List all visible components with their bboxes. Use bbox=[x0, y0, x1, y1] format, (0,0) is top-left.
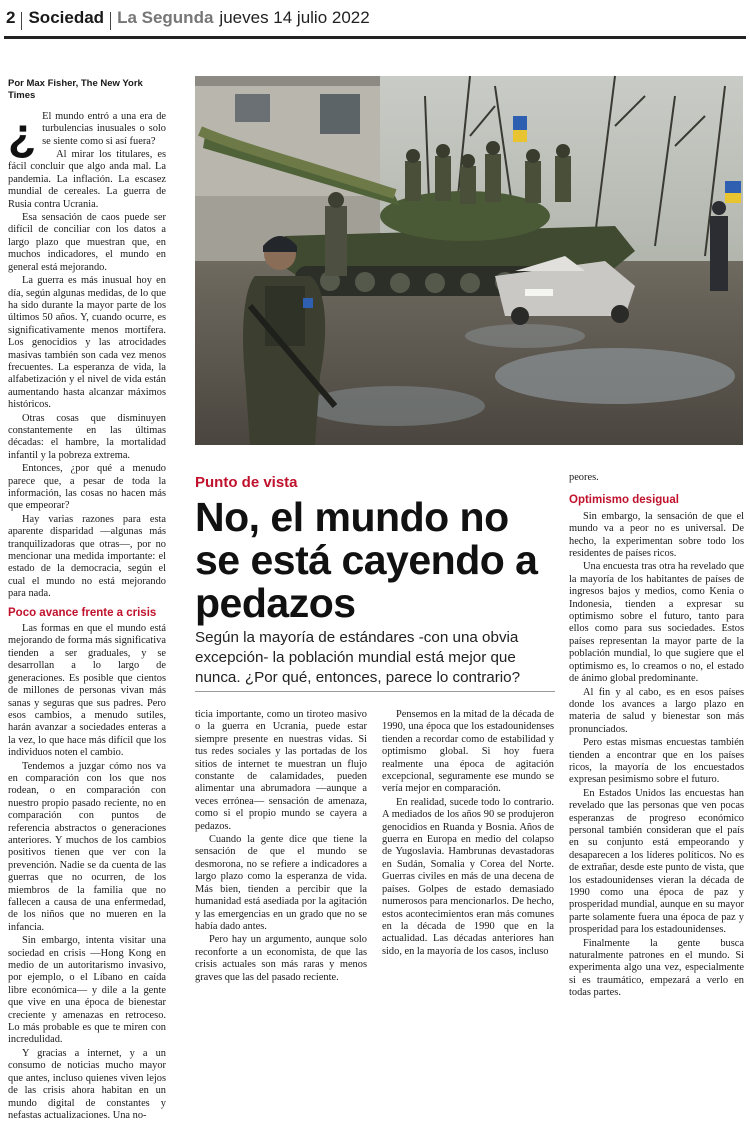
header-divider bbox=[21, 12, 22, 30]
paragraph: Finalmente la gente busca naturalmente patrones en el mundo. Si experimenta algo una vez, especialmente si es traumático, empezará a verlo en todas partes. bbox=[569, 937, 744, 999]
byline: Por Max Fisher, The New York Times bbox=[8, 78, 143, 102]
paragraph: Esa sensación de caos puede ser difícil de conciliar con los datos a largo plazo que muestran que, en muchos indicadores, el mundo en general está mejorando. bbox=[8, 212, 166, 273]
header-rule bbox=[4, 36, 746, 39]
kicker: Punto de vista bbox=[195, 474, 298, 491]
paragraph: Pero estas mismas encuestas también tienden a encontrar que en los países ricos, la mayoría de los encuestados expresan pesimismo sobre el futuro. bbox=[569, 737, 744, 786]
paragraph: En realidad, sucede todo lo contrario. A mediados de los años 90 se produjeron genocidios en Ruanda y Bosnia. Años de guerra en Europa en medio del colapso de Yugoslavia. Hambrunas devastadoras en Sudán, Somalia y Corea del Norte. Guerras civiles en más de una decena de países. Golpes de estado demasiado numerosos para mencionarlos. De hecho, estos acontecimientos eran más comunes en la década de 1990 que en la actualidad. Las décadas anteriores han sido, en la mayoría de los casos, incluso bbox=[382, 796, 554, 957]
paragraph: Una encuesta tras otra ha revelado que la mayoría de los habitantes de países de ingresos bajos y medios, como Kenia o Indonesia, tienden a expresar su optimismo sobre el futuro, tanto para ellos como para sus sociedades. Estos países representan la mayor parte de la población mundial, lo que sugiere que el optimismo es, lo creamos o no, el estado de ánimo global predominante. bbox=[569, 561, 744, 685]
paragraph: Sin embargo, intenta visitar una sociedad en crisis —Hong Kong en medio de un autoritarismo invasivo, por ejemplo, o el Líbano en caída libre económica— y dile a la gente que vive en una época de bienestar creciente y amenazas en retroceso. Lo más probable es que te miren con incredulidad. bbox=[8, 935, 166, 1046]
paragraph: Entonces, ¿por qué a menudo parece que, a pesar de toda la información, las cosas no hacen más que empeorar? bbox=[8, 463, 166, 512]
subheading-optimismo: Optimismo desigual bbox=[569, 494, 679, 507]
paragraph: peores. bbox=[569, 472, 599, 483]
article-column-3 bbox=[382, 709, 554, 959]
paragraph: Tendemos a juzgar cómo nos va en comparación con los que nos rodean, o en comparación con nuestro propio pasado reciente, no en comparación con puntos de referencia abstractos o generaciones anteriores. Y muchos de los cambios positivos tienen que ver con la prevención. Nadie se da cuenta de las guerras que no ocurren, de los miembros de la familia que no fallecen a causa de una enfermedad, de los niños que no mueren en la infancia. bbox=[8, 760, 166, 933]
paragraph: Sin embargo, la sensación de que el mundo va a peor no es universal. De hecho, la experimentan sobre todo los residentes de países ricos. bbox=[569, 510, 744, 560]
paragraph: Y gracias a internet, y a un consumo de noticias mucho mayor que antes, incluso quienes viven lejos de las crisis ahora habitan en un mundo digital de constantes y nefastas actualizaciones. Una no- bbox=[8, 1047, 166, 1121]
subheading-poco-avance: Poco avance frente a crisis bbox=[8, 606, 157, 619]
page-number: 2 bbox=[6, 8, 16, 27]
photo-illustration bbox=[195, 76, 743, 445]
section-name: Sociedad bbox=[28, 8, 105, 27]
paragraph: ticia importante, como un tiroteo masivo o la guerra en Ucrania, puede estar siempre presente en nuestras vidas. Si tus redes sociales y las portadas de los sitios de internet te muestran un flujo constante de calamidades, pueden alimentar una abrumadora —aunque a veces errónea— sensación de amenaza, como si el propio mundo se cayera a pedazos. bbox=[195, 709, 367, 832]
paragraph: Cuando la gente dice que tiene la sensación de que el mundo se desmorona, no se refiere a indicadores a largo plazo como la esperanza de vida. Más bien, tienden a percibir que la humanidad está asediada por la agitación y las emergencias en un grado que no se había dado antes. bbox=[195, 834, 367, 932]
article-photo bbox=[195, 76, 743, 445]
paragraph: Otras cosas que disminuyen constantemente en las últimas décadas: el hambre, la mortalidad infantil y la pobreza extrema. bbox=[8, 412, 166, 461]
article-column-1 bbox=[8, 78, 166, 1123]
newspaper-name: La Segunda bbox=[117, 8, 214, 27]
paragraph: Las formas en que el mundo está mejorando de forma más significativa tienden a ser graduales, y se desarrollan a lo largo de generaciones. Es posible que cientos de millones de personas vivan más sanas y seguras que sus padres. Pero esos cambios, a menudo sutiles, harán avanzar a sociedades enteras a la vez, lo que hace más difícil que los individuos noten el cambio. bbox=[8, 623, 166, 759]
article-column-4 bbox=[569, 472, 744, 1001]
page-header bbox=[6, 8, 370, 34]
article-column-2 bbox=[195, 709, 367, 985]
paragraph: El mundo entró a una era de turbulencias inusuales o solo se siente como si así fuera? bbox=[42, 110, 166, 147]
paragraph: Al mirar los titulares, es fácil concluir que algo anda mal. La pandemia. La inflación. La escasez mundial de cereales. La guerra de Rusia contra Ucrania. bbox=[8, 149, 166, 210]
deck: Según la mayoría de estándares -con una obvia excepción- la población mundial está mejor que nunca. ¿Por qué, entonces, parece lo contrario? bbox=[195, 629, 521, 686]
headline: No, el mundo no se está cayendo a pedazos bbox=[195, 494, 538, 626]
paragraph: En Estados Unidos las encuestas han revelado que las personas que ven pocas esperanzas de progreso económico personal también consideran que el país en su conjunto está empeorando y desaparecen a los líderes políticos. No es de extrañar, desde este punto de vista, que los estadounidenses vieran la década de 1990 como una época de paz y prosperidad mundial, aunque en su mayor parte solamente fuera una época de paz y prosperidad para los estadounidenses. bbox=[569, 787, 744, 936]
deck-divider bbox=[195, 691, 555, 692]
paragraph: Pensemos en la mitad de la década de 1990, una época que los estadounidenses tienden a recordar como de estabilidad y optimismo global. Si hoy fuera realmente una época de agitación excepcional, seguramente ese mundo se vería mejor en comparación. bbox=[382, 709, 554, 795]
paragraph: La guerra es más inusual hoy en día, según algunas medidas, de lo que ha sido durante la mayor parte de los últimos 50 años. Y, cuando ocurre, es significativamente menos mortífera. Los genocidios y las atrocidades masivas también son cada vez menos frecuentes. La esperanza de vida, la alfabetización y el nivel de vida están aumentando hasta alcanzar máximos históricos. bbox=[8, 275, 166, 411]
paragraph: Pero hay un argumento, aunque solo reconforte a un economista, de que las crisis actuales son más raras y menos graves que las del pasado reciente. bbox=[195, 934, 367, 983]
paragraph: Al fin y al cabo, es en esos países donde los avances a largo plazo en materia de salud y bienestar son más pronunciados. bbox=[569, 686, 744, 735]
header-divider bbox=[110, 12, 111, 30]
issue-date: jueves 14 julio 2022 bbox=[219, 8, 370, 27]
paragraph: Hay varias razones para esta aparente disparidad —algunas más tranquilizadoras que otras—, por no mencionar una medida importante: el estado de la democracia, según el cual el mundo no está mejorando para nada. bbox=[8, 513, 166, 600]
dropcap: ¿ bbox=[8, 107, 37, 160]
